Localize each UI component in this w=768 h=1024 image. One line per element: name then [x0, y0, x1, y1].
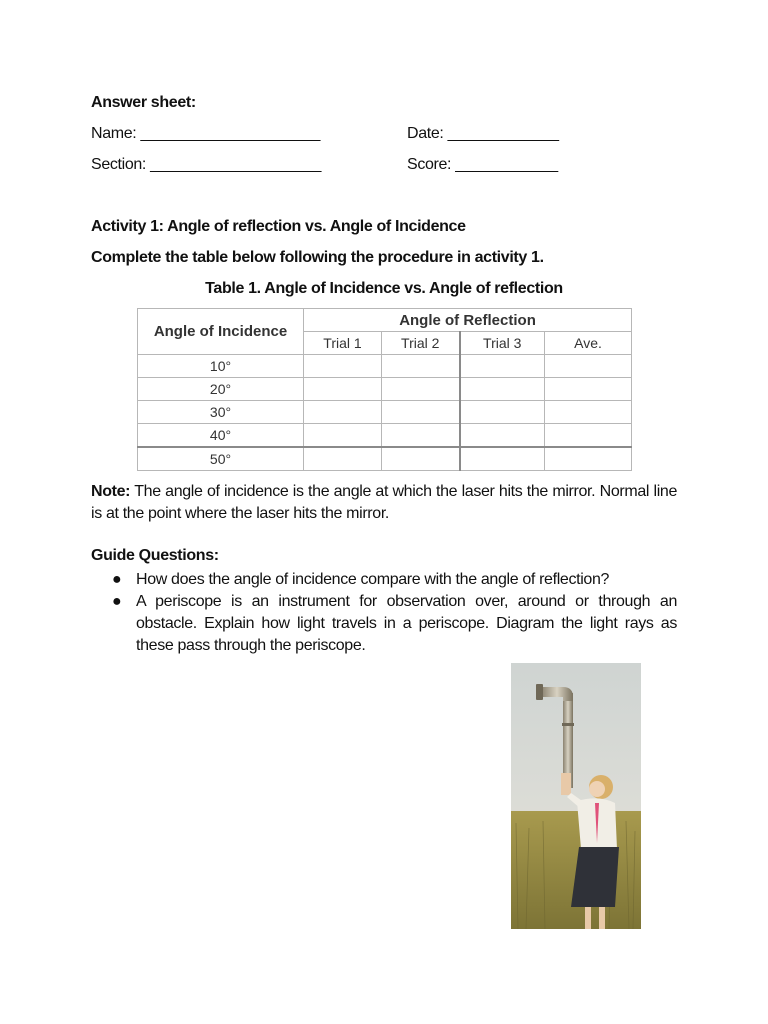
question-text: How does the angle of incidence compare with the angle of reflection?: [136, 571, 610, 588]
bullet-icon: ●: [112, 593, 122, 610]
date-field: Date: _____________: [407, 125, 559, 142]
subheader-trial-2: Trial 2: [382, 332, 460, 355]
note-text: The angle of incidence is the angle at which the laser hits the mirror. Normal line is at the point where the laser hits the mirror.: [91, 483, 677, 522]
guide-questions-heading: Guide Questions:: [91, 547, 219, 564]
trial-1-cell: [304, 355, 382, 378]
average-cell: [545, 401, 632, 424]
average-cell: [545, 378, 632, 401]
periscope-girl-photo: [511, 663, 641, 929]
bullet-icon: ●: [112, 571, 122, 588]
table-row: [138, 401, 632, 424]
trial-3-cell: [460, 378, 545, 401]
trial-3-cell: [460, 424, 545, 448]
incidence-cell: 50°: [138, 447, 304, 471]
activity-title: Activity 1: Angle of reflection vs. Angle of Incidence: [91, 218, 466, 235]
incidence-cell: 40°: [138, 424, 304, 448]
table-header-row: [138, 309, 632, 332]
trial-1-cell: [304, 447, 382, 471]
trial-3-cell: [460, 401, 545, 424]
trial-1-cell: [304, 401, 382, 424]
subheader-trial-1: Trial 1: [304, 332, 382, 355]
question-text: A periscope is an instrument for observation over, around or through an obstacle. Explain how light travels in a periscope. Diagram the light rays as these pass through the periscope.: [136, 593, 677, 654]
trial-2-cell: [382, 424, 460, 448]
header-angle-of-incidence: Angle of Incidence: [138, 309, 304, 355]
table-row: [138, 355, 632, 378]
subheader-average: Ave.: [545, 332, 632, 355]
trial-2-cell: [382, 378, 460, 401]
table-row: [138, 447, 632, 471]
trial-3-cell: [460, 447, 545, 471]
section-field: Section: ____________________: [91, 156, 322, 173]
trial-1-cell: [304, 424, 382, 448]
guide-questions-list: [112, 569, 677, 657]
average-cell: [545, 424, 632, 448]
name-field: Name: _____________________: [91, 125, 320, 142]
activity-instruction: Complete the table below following the procedure in activity 1.: [91, 249, 544, 266]
trial-3-cell: [460, 355, 545, 378]
table-row: [138, 424, 632, 448]
trial-2-cell: [382, 355, 460, 378]
angle-data-table: [137, 308, 632, 471]
score-field: Score: ____________: [407, 156, 558, 173]
answer-sheet-heading: Answer sheet:: [91, 94, 196, 111]
average-cell: [545, 447, 632, 471]
guide-question: [112, 569, 677, 591]
table-row: [138, 378, 632, 401]
incidence-cell: 10°: [138, 355, 304, 378]
trial-2-cell: [382, 447, 460, 471]
note-label: Note:: [91, 483, 131, 500]
trial-1-cell: [304, 378, 382, 401]
note-paragraph: [91, 481, 677, 525]
header-angle-of-reflection: Angle of Reflection: [304, 309, 632, 332]
guide-question: [112, 591, 677, 657]
subheader-trial-3: Trial 3: [460, 332, 545, 355]
average-cell: [545, 355, 632, 378]
incidence-cell: 30°: [138, 401, 304, 424]
table-caption: Table 1. Angle of Incidence vs. Angle of reflection: [205, 280, 563, 297]
trial-2-cell: [382, 401, 460, 424]
incidence-cell: 20°: [138, 378, 304, 401]
